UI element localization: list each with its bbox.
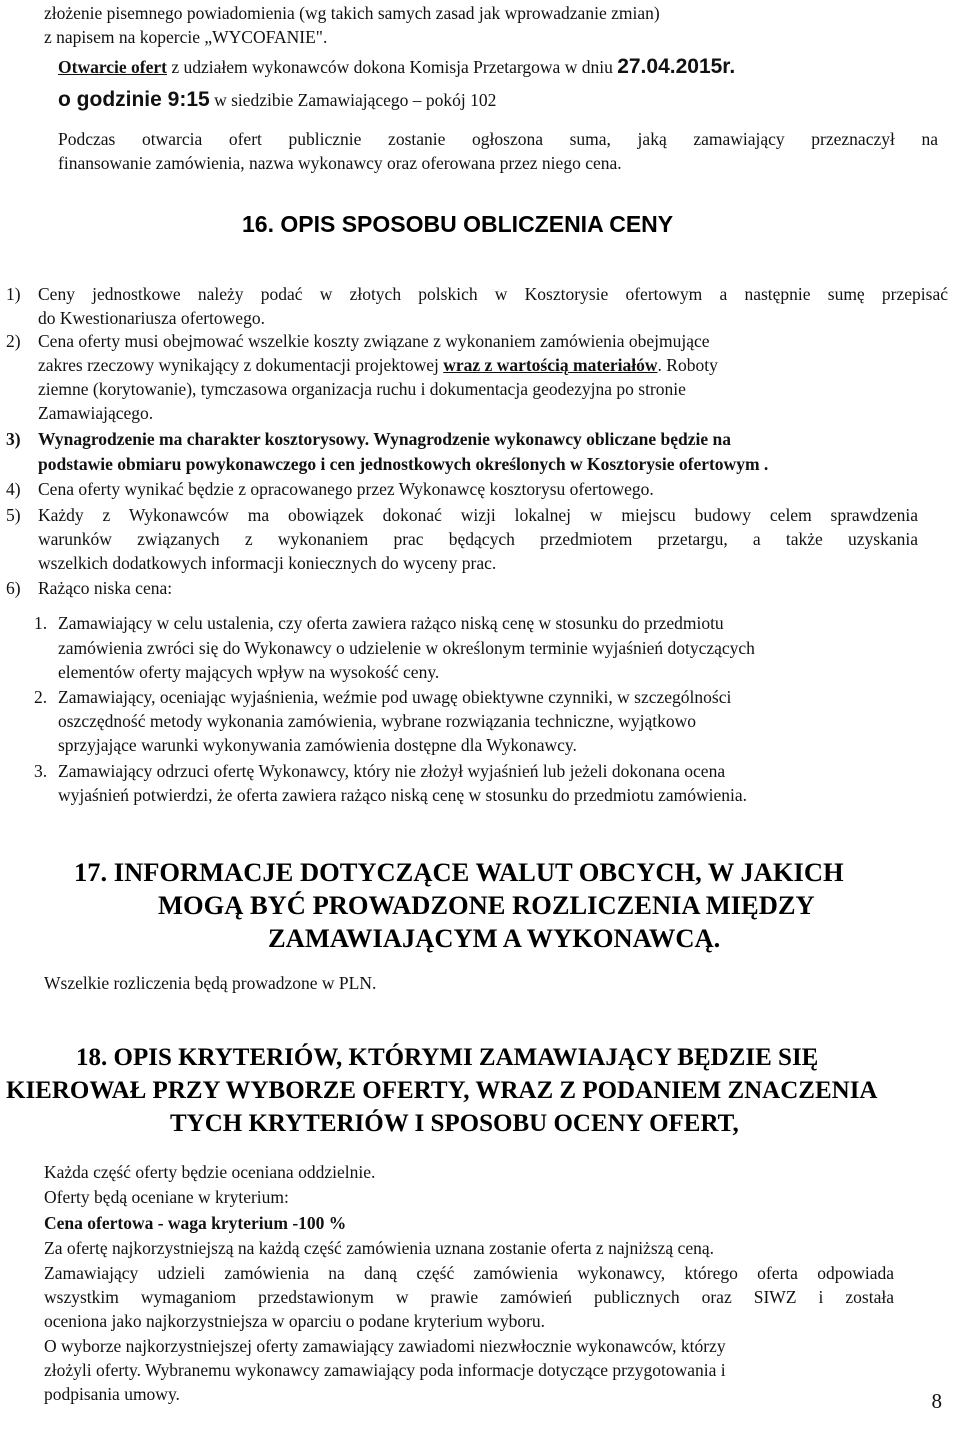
section-18-heading: 18. OPIS KRYTERIÓW, KTÓRYMI ZAMAWIAJĄCY BĘDZIE SIĘ xyxy=(76,1044,819,1071)
list-number: 1) xyxy=(6,284,21,304)
text-line: Za ofertę najkorzystniejszą na każdą część zamówienia uznana zostanie oferta z najniższą ceną. xyxy=(44,1238,714,1258)
list-number: 5) xyxy=(6,505,21,525)
sub-list-text: sprzyjające warunki wykonywania zamówienia dostępne dla Wykonawcy. xyxy=(58,735,577,755)
text-line: Wszelkie rozliczenia będą prowadzone w PLN. xyxy=(44,973,377,993)
list-item-text: podstawie obmiaru powykonawczego i cen jednostkowych określonych w Kosztorysie ofertowym . xyxy=(38,454,769,474)
section-17-heading: 17. INFORMACJE DOTYCZĄCE WALUT OBCYCH, W JAKICH xyxy=(74,857,844,887)
section-16-heading: 16. OPIS SPOSOBU OBLICZENIA CENY xyxy=(242,211,674,237)
sub-list-text: wyjaśnień potwierdzi, że oferta zawiera rażąco niską cenę w stosunku do przedmiotu zamówienia. xyxy=(58,785,748,805)
criterion-line: Cena ofertowa - waga kryterium -100 % xyxy=(44,1213,347,1233)
text-line: z napisem na kopercie „WYCOFANIE". xyxy=(44,27,328,47)
text-line: Zamawiający udzieli zamówienia na daną część zamówienia wykonawcy, którego oferta odpowiada xyxy=(44,1263,894,1283)
opening-time: o godzinie 9:15 xyxy=(58,88,210,111)
list-number: 6) xyxy=(6,578,21,598)
text-line: wszystkim wymaganiom przedstawionym w prawie zamówień publicznych oraz SIWZ i została xyxy=(44,1287,894,1307)
emphasis-materials: wraz z wartością materiałów xyxy=(443,355,658,375)
sub-list-number: 2. xyxy=(34,687,48,707)
sub-list-text: zamówienia zwróci się do Wykonawcy o udzielenie w określonym terminie wyjaśnień dotyczących xyxy=(58,638,755,658)
text-line: oceniona jako najkorzystniejsza w oparciu o podane kryterium wyboru. xyxy=(44,1311,546,1331)
list-item-text: wszelkich dodatkowych informacji koniecznych do wyceny prac. xyxy=(38,553,497,573)
opening-label: Otwarcie ofert xyxy=(58,57,167,77)
opening-time-line xyxy=(58,88,496,113)
section-17-heading: ZAMAWIAJĄCYM A WYKONAWCĄ. xyxy=(268,923,721,953)
sub-list-number: 3. xyxy=(34,761,48,781)
opening-date: 27.04.2015r. xyxy=(617,55,736,78)
text-line: finansowanie zamówienia, nazwa wykonawcy oraz oferowana przez niego cena. xyxy=(58,153,622,173)
list-item-text: Cena oferty musi obejmować wszelkie koszty związane z wykonaniem zamówienia obejmujące xyxy=(38,331,710,351)
list-item-text: do Kwestionariusza ofertowego. xyxy=(38,308,265,328)
text-line: Oferty będą oceniane w kryterium: xyxy=(44,1187,289,1207)
text-line: złożyli oferty. Wybranemu wykonawcy zamawiający poda informacje dotyczące przygotowania i xyxy=(44,1360,726,1380)
list-item-text xyxy=(38,354,718,378)
opening-place: w siedzibie Zamawiającego – pokój 102 xyxy=(209,90,497,110)
sub-list-text: elementów oferty mających wpływ na wysokość ceny. xyxy=(58,662,440,682)
text-span: . Roboty xyxy=(657,355,718,375)
text-span: zakres rzeczowy wynikający z dokumentacji projektowej xyxy=(38,355,444,375)
list-item-text: Cena oferty wynikać będzie z opracowanego przez Wykonawcę kosztorysu ofertowego. xyxy=(38,479,654,499)
list-item-text: Każdy z Wykonawców ma obowiązek dokonać wizji lokalnej w miejscu budowy celem sprawdzenia xyxy=(38,505,918,525)
text-line: O wyborze najkorzystniejszej oferty zamawiający zawiadomi niezwłocznie wykonawców, którzy xyxy=(44,1336,726,1356)
opening-line xyxy=(58,55,735,80)
text-line: złożenie pisemnego powiadomienia (wg takich samych zasad jak wprowadzanie zmian) xyxy=(44,3,660,23)
list-item-text: warunków związanych z wykonaniem prac będących przedmiotem przetargu, a także uzyskania xyxy=(38,529,918,549)
list-item-text: Wynagrodzenie ma charakter kosztorysowy. Wynagrodzenie wykonawcy obliczane będzie na xyxy=(38,429,732,449)
list-item-text: Ceny jednostkowe należy podać w złotych polskich w Kosztorysie ofertowym a następnie sumę przepisać xyxy=(38,284,948,304)
list-item-text: ziemne (korytowanie), tymczasowa organizacja ruchu i dokumentacja geodezyjna po stronie xyxy=(38,379,686,399)
sub-list-text: oszczędność metody wykonania zamówienia, wybrane rozwiązania techniczne, wyjątkowo xyxy=(58,711,697,731)
list-item-text: Rażąco niska cena: xyxy=(38,578,173,598)
list-number: 2) xyxy=(6,331,21,351)
sub-list-number: 1. xyxy=(34,613,48,633)
sub-list-text: Zamawiający odrzuci ofertę Wykonawcy, który nie złożył wyjaśnień lub jeżeli dokonana ocena xyxy=(58,761,726,781)
opening-text: z udziałem wykonawców dokona Komisja Przetargowa w dniu xyxy=(167,57,618,77)
text-line: podpisania umowy. xyxy=(44,1384,180,1404)
text-line: Podczas otwarcia ofert publicznie zostanie ogłoszona suma, jaką zamawiający przeznaczył na xyxy=(58,129,938,149)
sub-list-text: Zamawiający, oceniając wyjaśnienia, weźmie pod uwagę obiektywne czynniki, w szczególności xyxy=(58,687,732,707)
section-17-heading: MOGĄ BYĆ PROWADZONE ROZLICZENIA MIĘDZY xyxy=(158,890,815,920)
list-item-text: Zamawiającego. xyxy=(38,403,154,423)
section-18-heading: TYCH KRYTERIÓW I SPOSOBU OCENY OFERT, xyxy=(170,1110,739,1137)
sub-list-text: Zamawiający w celu ustalenia, czy oferta zawiera rażąco niską cenę w stosunku do przedmiotu xyxy=(58,613,724,633)
section-18-heading: KIEROWAŁ PRZY WYBORZE OFERTY, WRAZ Z PODANIEM ZNACZENIA xyxy=(6,1077,878,1104)
page-number: 8 xyxy=(931,1389,942,1413)
list-number: 3) xyxy=(6,429,21,449)
list-number: 4) xyxy=(6,479,21,499)
text-line: Każda część oferty będzie oceniana oddzielnie. xyxy=(44,1162,376,1182)
